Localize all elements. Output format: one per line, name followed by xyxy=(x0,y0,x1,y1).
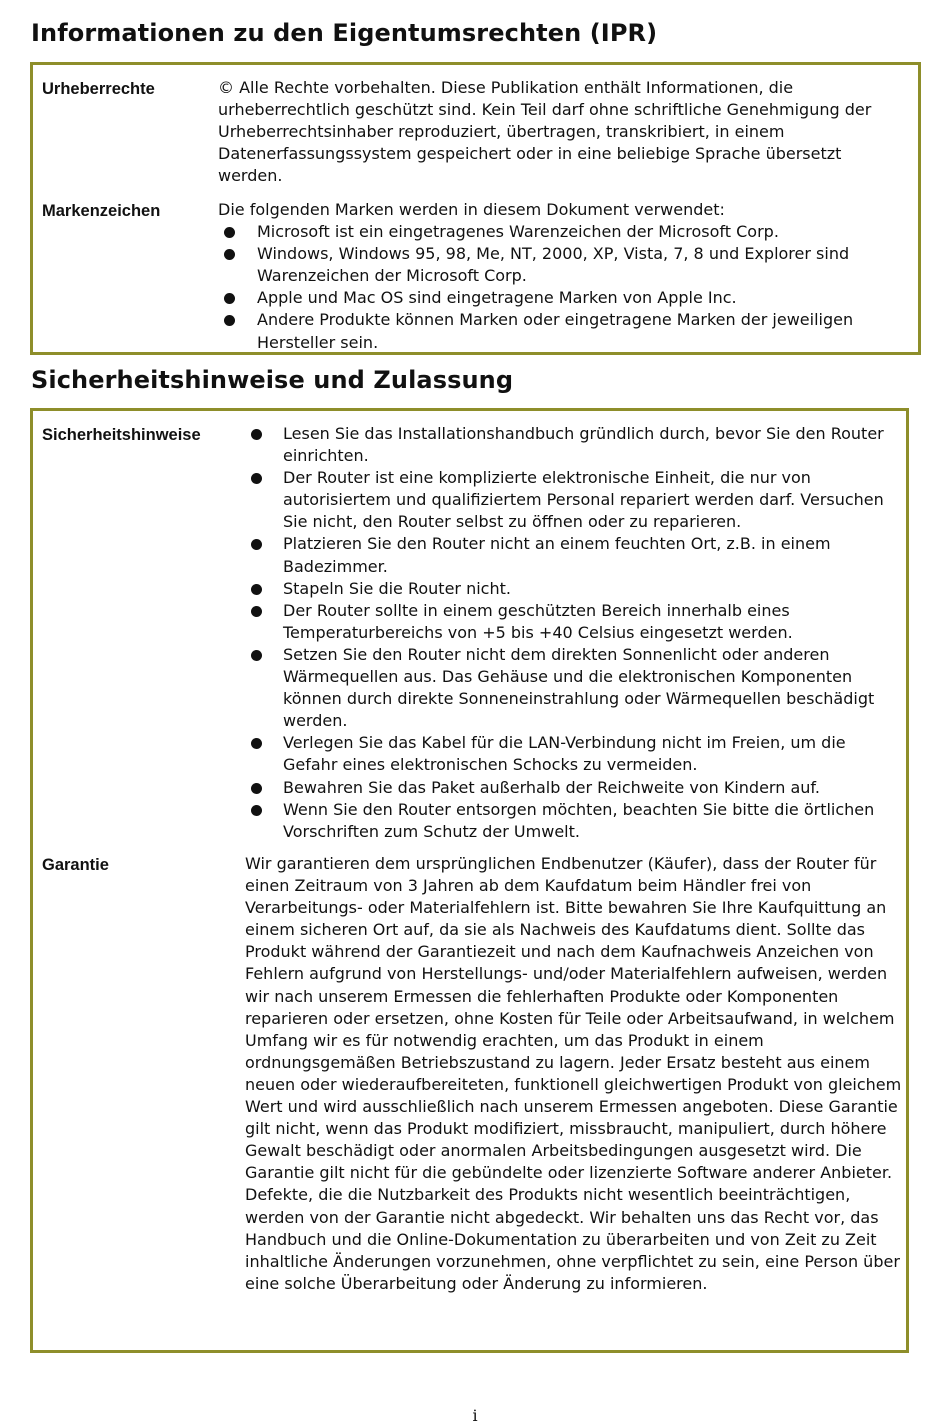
warranty-label: Garantie xyxy=(42,856,109,874)
ipr-box xyxy=(30,62,921,355)
bullet-icon xyxy=(224,293,235,304)
copyright-text xyxy=(218,77,908,187)
list-item: Setzen Sie den Router nicht dem direkten Sonnenlicht oder anderen Wärmequellen aus. Das Gehäuse und die elektronischen Komponenten können durch direkte Sonneneinstrahlung oder Wärmequellen beschädigt werden. xyxy=(245,644,905,732)
trademarks-label: Markenzeichen xyxy=(42,202,161,220)
list-item: Lesen Sie das Installationshandbuch gründlich durch, bevor Sie den Router einrichten. xyxy=(245,423,905,467)
list-item: Apple und Mac OS sind eingetragene Marken von Apple Inc. xyxy=(218,287,908,309)
warranty-paragraph: Wir garantieren dem ursprünglichen Endbenutzer (Käufer), dass der Router für einen Zeitraum von 3 Jahren ab dem Kaufdatum beim Händler frei von Verarbeitungs- oder Materialfehlern ist. Bitte bewahren Sie Ihre Kaufquittung an einem sicheren Ort auf, da sie als Nachweis des Kaufdatums dient. Sollte das Produkt während der Garantiezeit und nach dem Kaufnachweis Anzeichen von Fehlern aufgrund von Herstellungs- und/oder Materialfehlern aufweisen, werden wir nach unserem Ermessen die fehlerhaften Produkte oder Komponenten reparieren oder ersetzen, ohne Kosten für Teile oder Arbeitsaufwand, in welchem Umfang wir es für notwendig erachten, um das Produkt in einem ordnungsgemäßen Betriebszustand zu lagern. Jeder Ersatz besteht aus einem neuen oder wiederaufbereiteten, funktionell gleichwertigen Produkt von gleichem Wert und wird ausschließlich nach unserem Ermessen angeboten. Diese Garantie gilt nicht, wenn das Produkt modifiziert, missbraucht, manipuliert, durch höhere Gewalt beschädigt oder anormalen Arbeitsbedingungen ausgesetzt wird. Die Garantie gilt nicht für die gebündelte oder lizenzierte Software anderer Anbieter. Defekte, die die Nutzbarkeit des Produkts nicht wesentlich beeinträchtigen, werden von der Garantie nicht abgedeckt. Wir behalten uns das Recht vor, das Handbuch und die Online-Dokumentation zu überarbeiten und von Zeit zu Zeit inhaltliche Änderungen vorzunehmen, ohne verpflichtet zu sein, eine Person über eine solche Überarbeitung oder Änderung zu informieren. xyxy=(245,854,902,1293)
bullet-icon xyxy=(224,315,235,326)
bullet-icon xyxy=(251,805,262,816)
list-item: Der Router ist eine komplizierte elektronische Einheit, die nur von autorisiertem und qualifiziertem Personal repariert werden darf. Versuchen Sie nicht, den Router selbst zu öffnen oder zu reparieren. xyxy=(245,467,905,533)
list-item: Andere Produkte können Marken oder eingetragene Marken der jeweiligen Hersteller sein. xyxy=(218,309,908,353)
list-item: Wenn Sie den Router entsorgen möchten, beachten Sie bitte die örtlichen Vorschriften zum Schutz der Umwelt. xyxy=(245,799,905,843)
list-item: Stapeln Sie die Router nicht. xyxy=(245,578,905,600)
safety-box xyxy=(30,408,909,1353)
section-title-safety: Sicherheitshinweise und Zulassung xyxy=(31,366,514,394)
bullet-icon xyxy=(251,738,262,749)
bullet-icon xyxy=(251,584,262,595)
list-item: Bewahren Sie das Paket außerhalb der Reichweite von Kindern auf. xyxy=(245,777,905,799)
trademarks-intro: Die folgenden Marken werden in diesem Dokument verwendet: xyxy=(218,200,725,219)
list-item: Der Router sollte in einem geschützten Bereich innerhalb eines Temperaturbereichs von +5 bis +40 Celsius eingesetzt werden. xyxy=(245,600,905,644)
safety-notes-list xyxy=(245,423,905,843)
safety-notes-content xyxy=(245,423,905,843)
bullet-icon xyxy=(224,249,235,260)
list-item: Platzieren Sie den Router nicht an einem feuchten Ort, z.B. in einem Badezimmer. xyxy=(245,533,905,577)
bullet-icon xyxy=(251,539,262,550)
bullet-icon xyxy=(251,429,262,440)
trademarks-content xyxy=(218,199,908,354)
bullet-icon xyxy=(224,227,235,238)
bullet-icon xyxy=(251,473,262,484)
copyright-paragraph: © Alle Rechte vorbehalten. Diese Publikation enthält Informationen, die urheberrechtlich geschützt sind. Kein Teil darf ohne schriftliche Genehmigung der Urheberrechtsinhaber reproduziert, übertragen, transkribiert, in einem Datenerfassungssystem gespeichert oder in eine beliebige Sprache übersetzt werden. xyxy=(218,78,872,186)
list-item: Microsoft ist ein eingetragenes Warenzeichen der Microsoft Corp. xyxy=(218,221,908,243)
bullet-icon xyxy=(251,650,262,661)
list-item: Verlegen Sie das Kabel für die LAN-Verbindung nicht im Freien, um die Gefahr eines elektronischen Schocks zu vermeiden. xyxy=(245,732,905,776)
bullet-icon xyxy=(251,783,262,794)
warranty-text xyxy=(245,853,902,1295)
page-number: i xyxy=(472,1406,478,1425)
trademarks-list xyxy=(218,221,908,354)
list-item: Windows, Windows 95, 98, Me, NT, 2000, XP, Vista, 7, 8 und Explorer sind Warenzeichen der Microsoft Corp. xyxy=(218,243,908,287)
copyright-label: Urheberrechte xyxy=(42,80,155,98)
safety-notes-label: Sicherheitshinweise xyxy=(42,426,201,444)
bullet-icon xyxy=(251,606,262,617)
section-title-ipr: Informationen zu den Eigentumsrechten (IPR) xyxy=(31,19,658,47)
